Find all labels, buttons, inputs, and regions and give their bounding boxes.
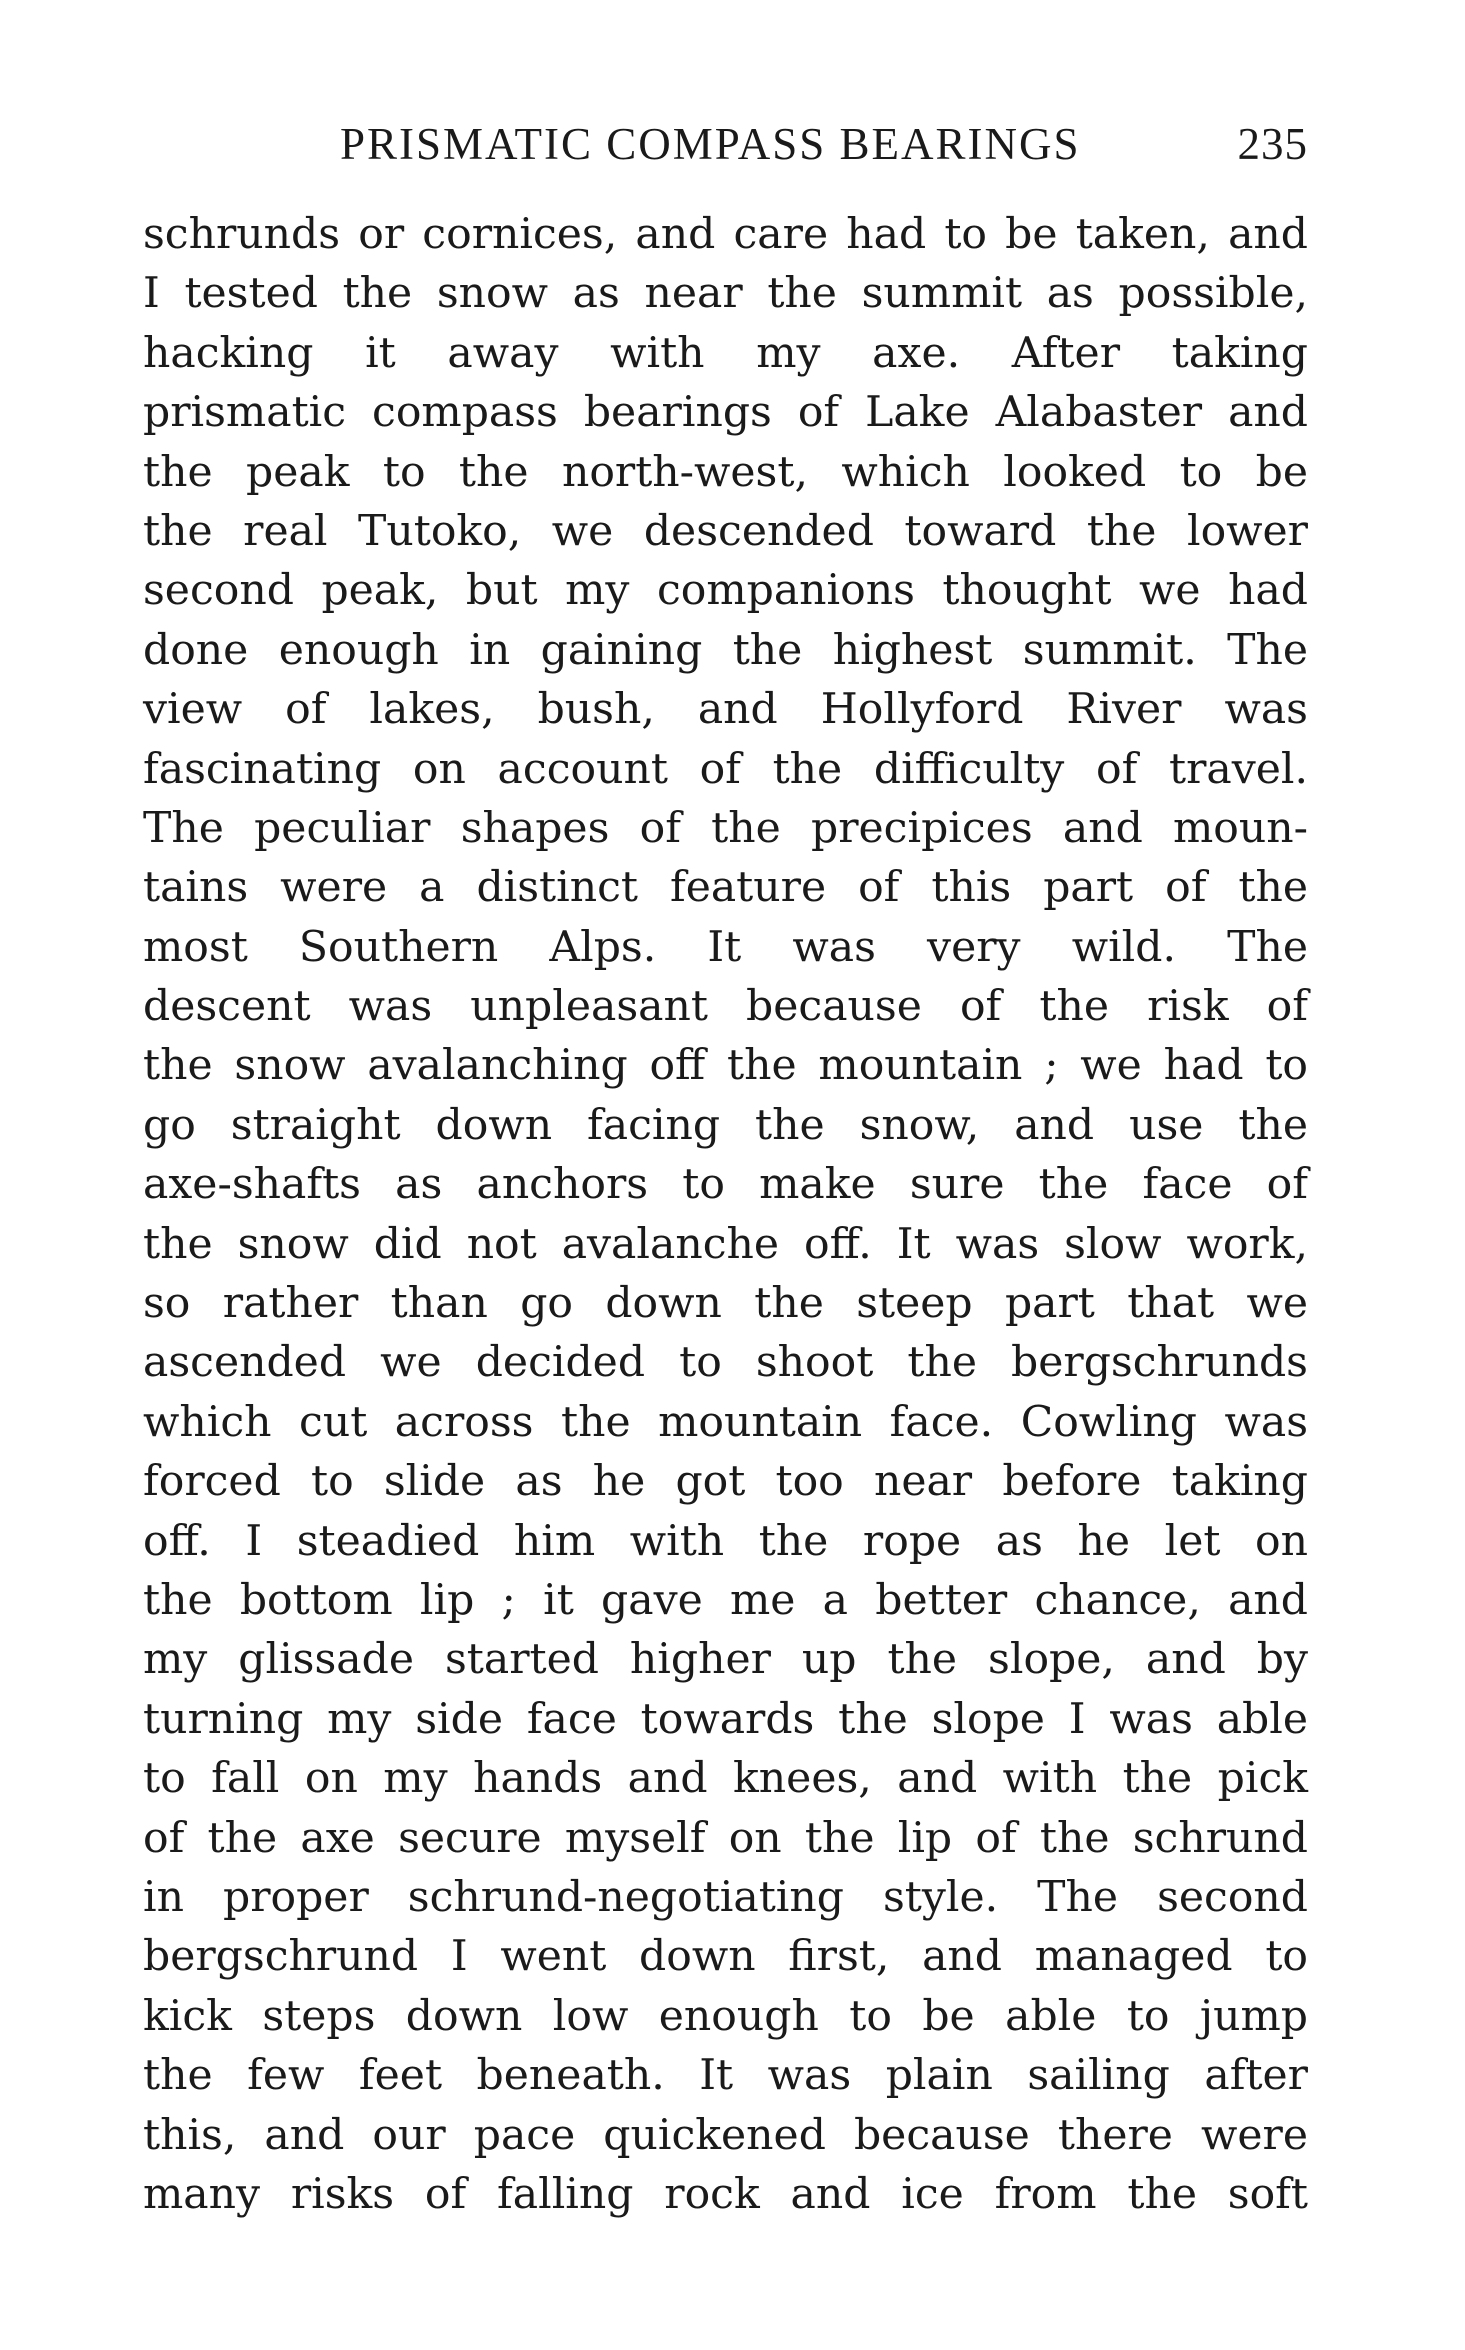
text-line: turning my side face towards the slope I was able xyxy=(143,1694,1308,1744)
running-title: PRISMATIC COMPASS BEARINGS xyxy=(339,119,1081,169)
text-line: second peak, but my companions thought we had xyxy=(143,566,1308,616)
text-line: axe-shafts as anchors to make sure the face of xyxy=(143,1160,1308,1210)
text-line: my glissade started higher up the slope, and by xyxy=(143,1635,1308,1685)
text-line: the few feet beneath. It was plain sailing after xyxy=(143,2051,1308,2101)
text-line: go straight down facing the snow, and use the xyxy=(143,1100,1308,1150)
text-line: to fall on my hands and knees, and with the pick xyxy=(143,1754,1308,1804)
text-line: tains were a distinct feature of this part of the xyxy=(143,863,1308,913)
text-line: fascinating on account of the difficulty of travel. xyxy=(143,744,1308,794)
text-line: prismatic compass bearings of Lake Alabaster and xyxy=(143,388,1308,438)
text-line: which cut across the mountain face. Cowling was xyxy=(143,1397,1308,1447)
text-line: view of lakes, bush, and Hollyford River was xyxy=(143,685,1308,735)
text-line: of the axe secure myself on the lip of the schrund xyxy=(143,1813,1308,1863)
text-line: the peak to the north-west, which looked to be xyxy=(143,447,1308,497)
text-line: I tested the snow as near the summit as possible, xyxy=(143,269,1308,319)
text-line: The peculiar shapes of the precipices and moun- xyxy=(143,803,1308,853)
text-line: in proper schrund-negotiating style. The second xyxy=(143,1872,1308,1922)
text-line: descent was unpleasant because of the risk of xyxy=(143,982,1308,1032)
text-line: the snow did not avalanche off. It was slow work, xyxy=(143,1219,1308,1269)
page-number: 235 xyxy=(1237,119,1308,169)
text-line: the real Tutoko, we descended toward the lower xyxy=(143,506,1308,556)
body-text xyxy=(143,205,1308,2224)
text-line: so rather than go down the steep part that we xyxy=(143,1279,1308,1329)
text-line: many risks of falling rock and ice from the soft xyxy=(143,2169,1308,2219)
text-line: done enough in gaining the highest summit. The xyxy=(143,625,1308,675)
text-line: bergschrund I went down first, and managed to xyxy=(143,1932,1308,1982)
text-line: kick steps down low enough to be able to jump xyxy=(143,1991,1308,2041)
text-line: this, and our pace quickened because there were xyxy=(143,2110,1308,2160)
text-line: the bottom lip ; it gave me a better chance, and xyxy=(143,1575,1308,1625)
running-head xyxy=(143,118,1308,178)
text-line: hacking it away with my axe. After taking xyxy=(143,328,1308,378)
text-line: the snow avalanching off the mountain ; we had to xyxy=(143,1041,1308,1091)
text-line: forced to slide as he got too near before taking xyxy=(143,1457,1308,1507)
text-line: most Southern Alps. It was very wild. The xyxy=(143,922,1308,972)
text-line: off. I steadied him with the rope as he let on xyxy=(143,1516,1308,1566)
text-line: schrunds or cornices, and care had to be taken, and xyxy=(143,210,1308,259)
text-line: ascended we decided to shoot the bergschrunds xyxy=(143,1338,1308,1388)
